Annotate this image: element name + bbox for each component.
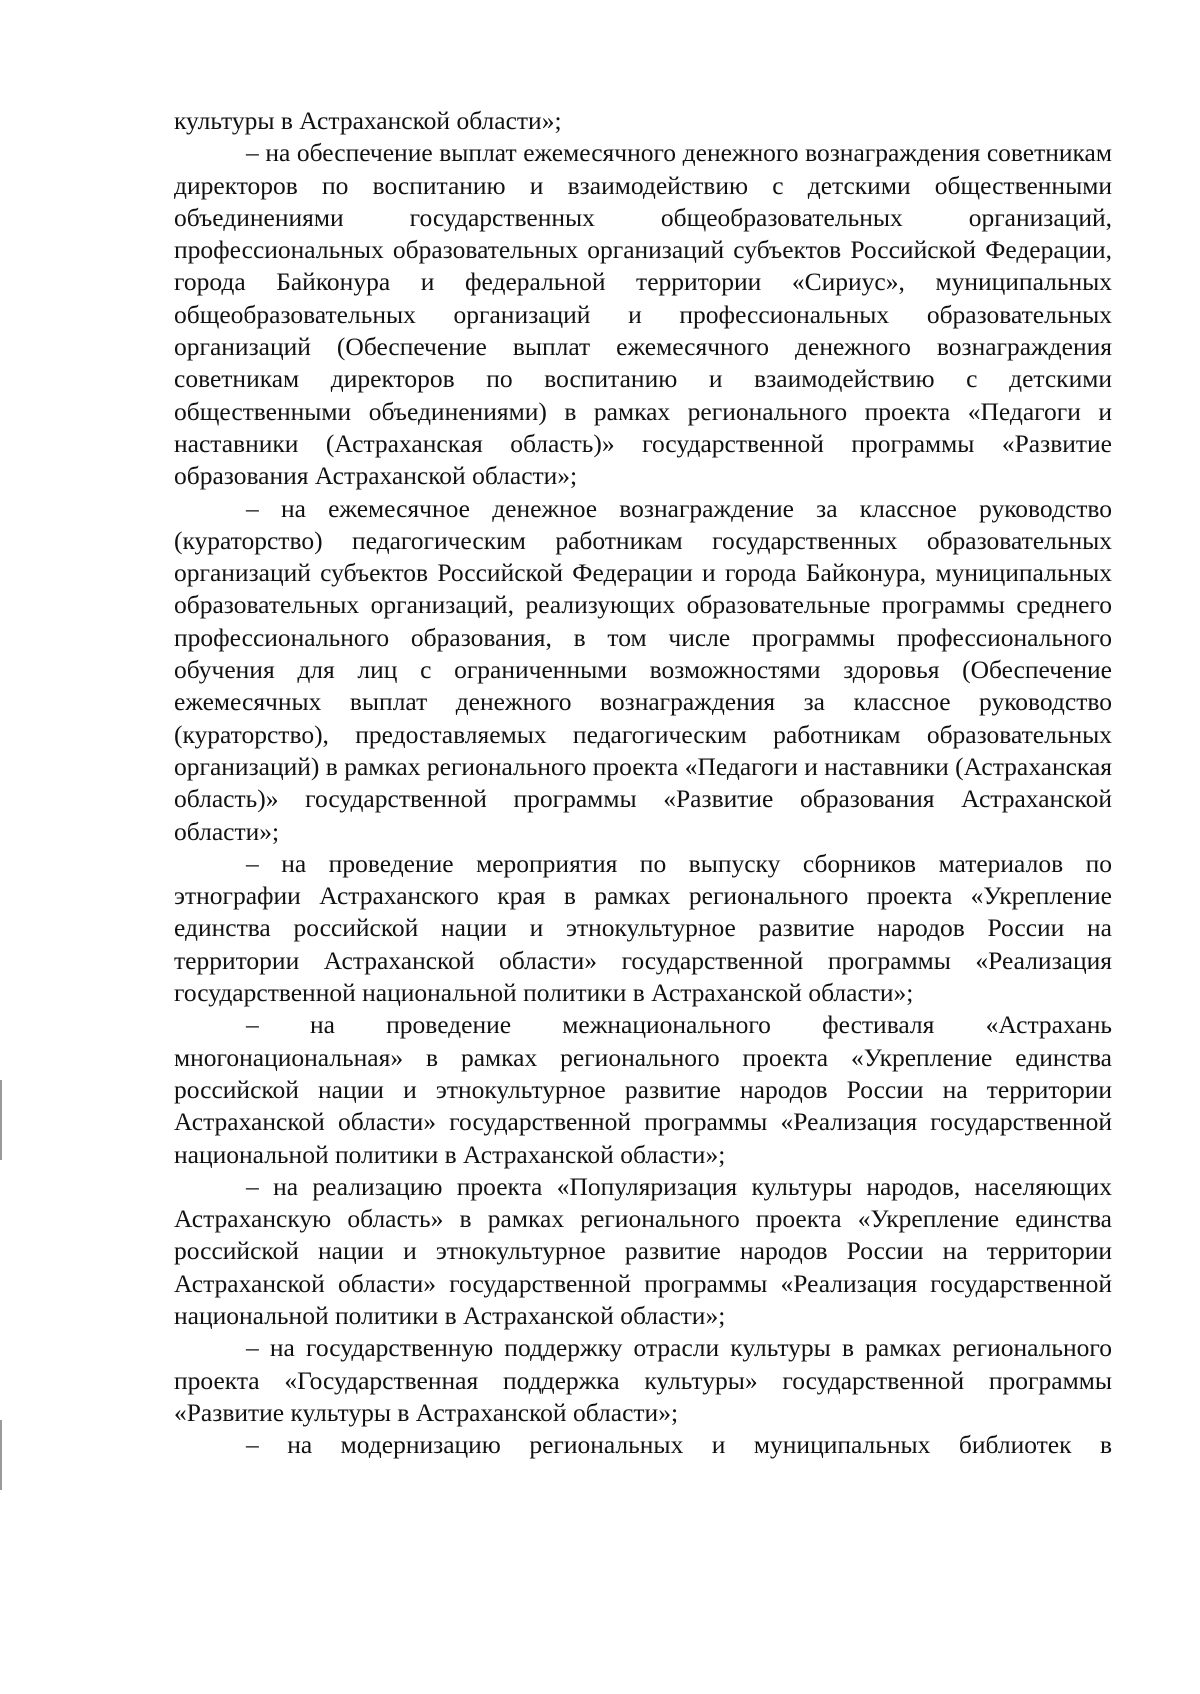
scan-margin-mark bbox=[0, 1420, 2, 1490]
paragraph-advisors-payments: – на обеспечение выплат ежемесячного денежного вознаграждения советникам директоров по воспитанию и взаимодействию с детскими общественными объединениями государственных общеобразовательных организаций, профессиональных образовательных организаций субъектов Российской Федерации, города Байконура и федеральной территории «Сириус», муниципальных общеобразовательных организаций и профессиональных образовательных организаций (Обеспечение выплат ежемесячного денежного вознаграждения советникам директоров по воспитанию и взаимодействию с детскими общественными объединениями) в рамках регионального проекта «Педагоги и наставники (Астраханская область)» государственной программы «Развитие образования Астраханской области»; bbox=[174, 138, 1112, 491]
paragraph-class-supervision-payments: – на ежемесячное денежное вознаграждение за классное руководство (кураторство) педагогическим работникам государственных образовательных организаций субъектов Российской Федерации и города Байконура, муниципальных образовательных организаций, реализующих образовательные программы среднего профессионального образования, в том числе программы профессионального обучения для лиц с ограниченными возможностями здоровья (Обеспечение ежемесячных выплат денежного вознаграждения за классное руководство (кураторство), предоставляемых педагогическим работникам образовательных организаций) в рамках регионального проекта «Педагоги и наставники (Астраханская область)» государственной программы «Развитие образования Астраханской области»; bbox=[174, 493, 1112, 846]
paragraph-culture-support: – на государственную поддержку отрасли культуры в рамках регионального проекта «Государственная поддержка культуры» государственной программы «Развитие культуры в Астраханской области»; bbox=[174, 1333, 1112, 1427]
paragraph-culture-popularization: – на реализацию проекта «Популяризация культуры народов, населяющих Астраханскую область» в рамках регионального проекта «Укрепление единства российской нации и этнокультурное развитие народов России на территории Астраханской области» государственной программы «Реализация государственной национальной политики в Астраханской области»; bbox=[174, 1171, 1112, 1330]
paragraph-interethnic-festival: – на проведение межнационального фестиваля «Астрахань многонациональная» в рамках регионального проекта «Укрепление единства российской нации и этнокультурное развитие народов России на территории Астраханской области» государственной программы «Реализация государственной национальной политики в Астраханской области»; bbox=[174, 1010, 1112, 1169]
scan-margin-mark bbox=[0, 1080, 2, 1160]
paragraph-ethnography-collections: – на проведение мероприятия по выпуску сборников материалов по этнографии Астраханского края в рамках регионального проекта «Укрепление единства российской нации и этнокультурное развитие народов России на территории Астраханской области» государственной программы «Реализация государственной национальной политики в Астраханской области»; bbox=[174, 848, 1112, 1008]
paragraph-library-modernization: – на модернизацию региональных и муниципальных библиотек в bbox=[246, 1430, 1112, 1460]
document-body bbox=[174, 105, 1112, 1461]
paragraph-continuation: культуры в Астраханской области»; bbox=[174, 106, 562, 135]
